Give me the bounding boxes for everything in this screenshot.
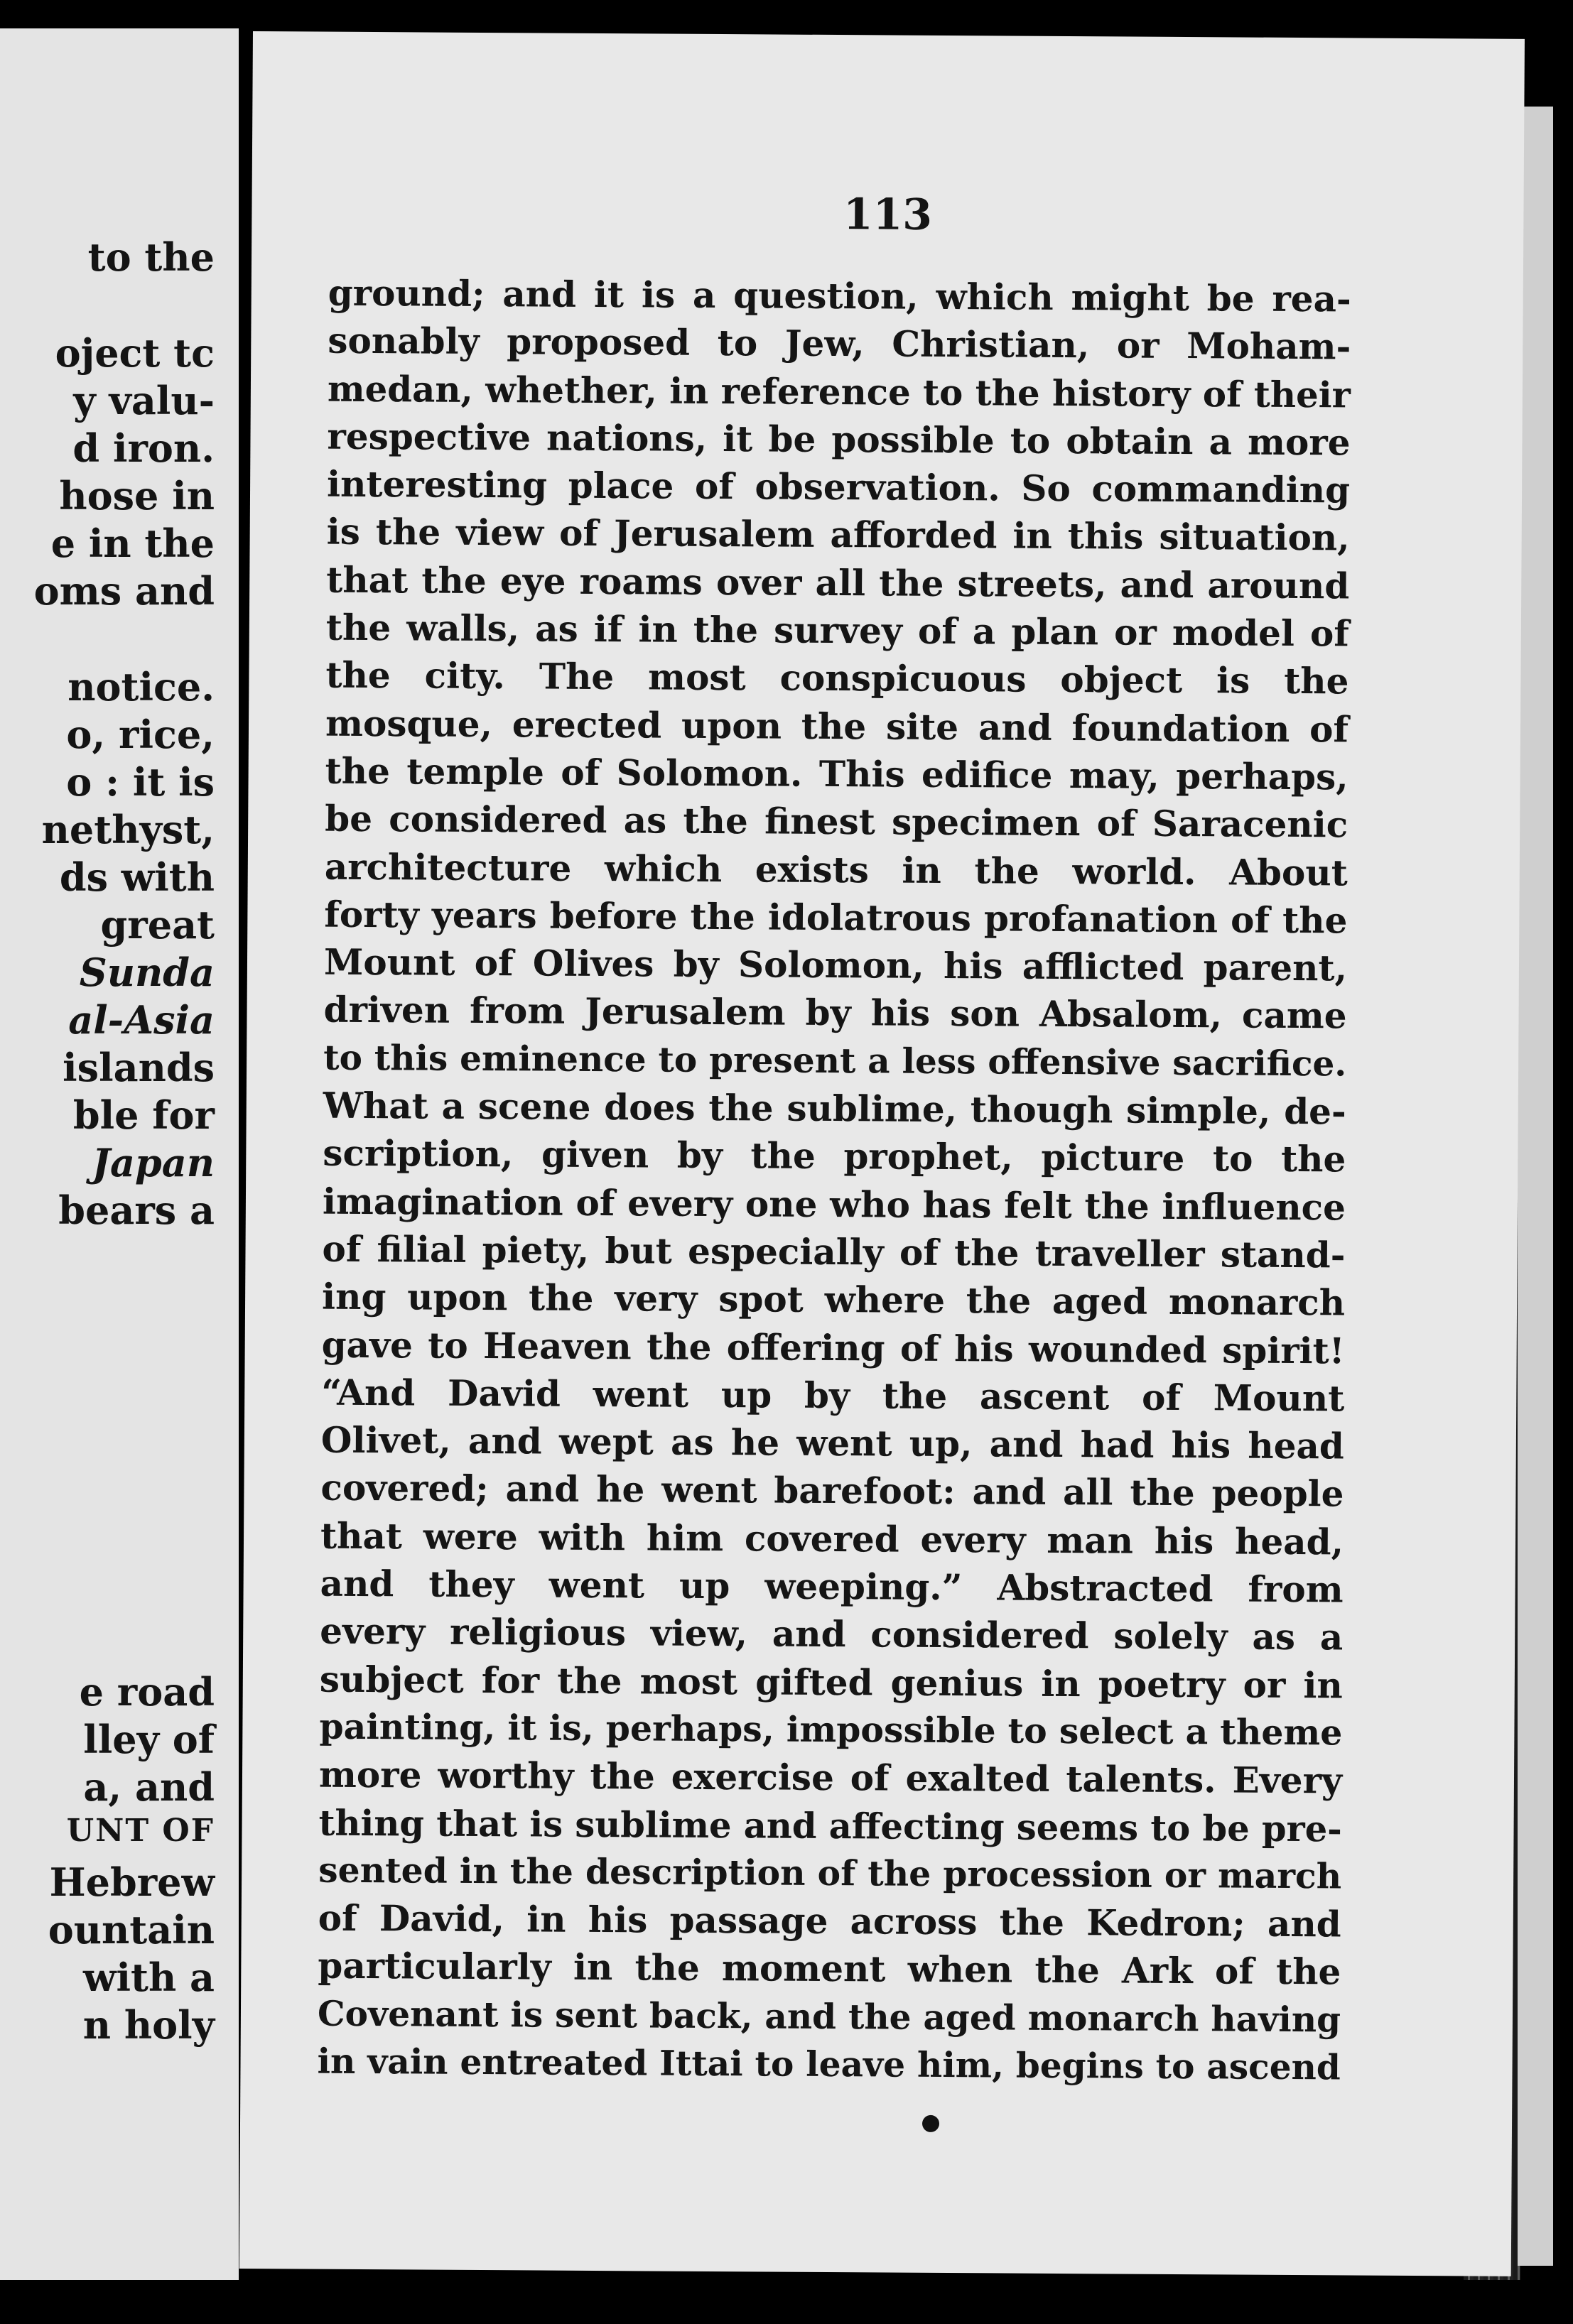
text-line: respective nations, it be possible to obtain a more — [327, 415, 1351, 464]
text-line: covered; and he went barefoot: and all the people — [320, 1467, 1344, 1515]
left-page-line: ble for — [72, 1092, 215, 1138]
text-line: ing upon the very spot where the aged monarch — [321, 1275, 1346, 1324]
left-page-line: to the — [87, 234, 215, 280]
left-page-line: oms and — [33, 568, 215, 614]
left-page-line: notice. — [67, 664, 215, 710]
left-page-line: al-Asia — [68, 997, 215, 1043]
text-line: forty years before the idolatrous profanation of the — [324, 893, 1348, 942]
text-line: more worthy the exercise of exalted talents. Every — [318, 1753, 1343, 1802]
text-line: in vain entreated Ittai to leave him, begins to ascend — [317, 2041, 1341, 2088]
text-line: What a scene does the sublime, though simple, de- — [323, 1084, 1346, 1133]
text-line: painting, it is, perhaps, impossible to select a theme — [319, 1705, 1343, 1754]
text-line: particularly in the moment when the Ark of the — [318, 1945, 1341, 1993]
left-page-line: o : it is — [66, 759, 215, 805]
text-line: of David, in his passage across the Kedron; and — [318, 1896, 1341, 1945]
text-line: is the view of Jerusalem afforded in this situation, — [326, 511, 1350, 559]
left-page-line: lley of — [83, 1717, 215, 1762]
text-line: imagination of every one who has felt the influence — [322, 1180, 1346, 1229]
page-body-text — [317, 269, 1351, 2092]
left-page-line: o, rice, — [66, 712, 215, 757]
text-line: Mount of Olives by Solomon, his afflicted parent, — [323, 940, 1348, 989]
text-line: that the eye roams over all the streets, and around — [326, 558, 1350, 607]
left-page-line: y valu- — [73, 378, 215, 423]
left-page-line: Japan — [92, 1140, 215, 1185]
left-page-line: e in the — [50, 521, 215, 566]
text-line: thing that is sublime and affecting seems to be pre- — [318, 1801, 1342, 1850]
text-line: Covenant is sent back, and the aged monarch having — [317, 1993, 1341, 2041]
text-line: to this eminence to present a less offensive sacrifice. — [323, 1037, 1347, 1085]
left-page-line: oject tc — [55, 330, 215, 376]
left-page-line: ountain — [48, 1907, 215, 1953]
left-facing-page — [0, 28, 239, 2280]
left-page-line: Hebrew — [49, 1859, 215, 1905]
text-line: every religious view, and considered solely as a — [320, 1609, 1344, 1658]
left-page-line: ds with — [59, 854, 215, 900]
left-page-line: hose in — [59, 473, 215, 518]
book-page — [239, 31, 1525, 2276]
left-page-line: e road — [79, 1669, 215, 1715]
left-page-line: a, and — [83, 1764, 215, 1810]
text-line: Olivet, and wept as he went up, and had his head — [320, 1418, 1345, 1467]
text-line: the temple of Solomon. This edifice may, perhaps, — [325, 749, 1348, 798]
text-line: ground; and it is a question, which might be rea- — [328, 271, 1351, 320]
text-line: subject for the most gifted genius in poetry or in — [319, 1658, 1343, 1707]
left-page-line: d iron. — [72, 425, 215, 471]
text-line: sented in the description of the procession or march — [318, 1849, 1342, 1897]
left-page-line: great — [100, 902, 215, 947]
page-edge-highlight — [1518, 107, 1553, 2266]
text-line: of filial piety, but especially of the traveller stand- — [322, 1227, 1346, 1276]
left-page-line: nethyst, — [41, 807, 215, 852]
text-line: interesting place of observation. So commanding — [326, 462, 1351, 511]
text-line: the city. The most conspicuous object is the — [325, 654, 1349, 702]
left-page-line: UNT OF — [66, 1813, 215, 1849]
text-line: scription, given by the prophet, picture to the — [323, 1131, 1346, 1180]
page-number: 113 — [843, 190, 933, 240]
text-line: medan, whether, in reference to the history of their — [327, 367, 1351, 416]
text-line: be considered as the finest specimen of Saracenic — [325, 797, 1348, 846]
text-line: mosque, erected upon the site and foundation of — [325, 702, 1349, 751]
text-line: the walls, as if in the survey of a plan or model of — [325, 606, 1350, 655]
text-line: and they went up weeping.” Abstracted from — [320, 1562, 1344, 1611]
text-line: architecture which exists in the world. About — [324, 845, 1348, 894]
signature-mark — [922, 2115, 939, 2132]
text-line: sonably proposed to Jew, Christian, or Moham- — [328, 319, 1351, 368]
text-line: driven from Jerusalem by his son Absalom, came — [323, 989, 1347, 1037]
text-line: “And David went up by the ascent of Mount — [321, 1371, 1345, 1420]
text-line: gave to Heaven the offering of his wounded spirit! — [321, 1323, 1345, 1372]
left-page-line: with a — [83, 1955, 215, 2000]
text-line: that were with him covered every man his head, — [320, 1514, 1344, 1563]
left-page-line: islands — [63, 1045, 215, 1090]
left-page-line: Sunda — [79, 950, 215, 995]
left-page-line: n holy — [82, 2002, 215, 2048]
left-page-line: bears a — [58, 1188, 215, 1233]
